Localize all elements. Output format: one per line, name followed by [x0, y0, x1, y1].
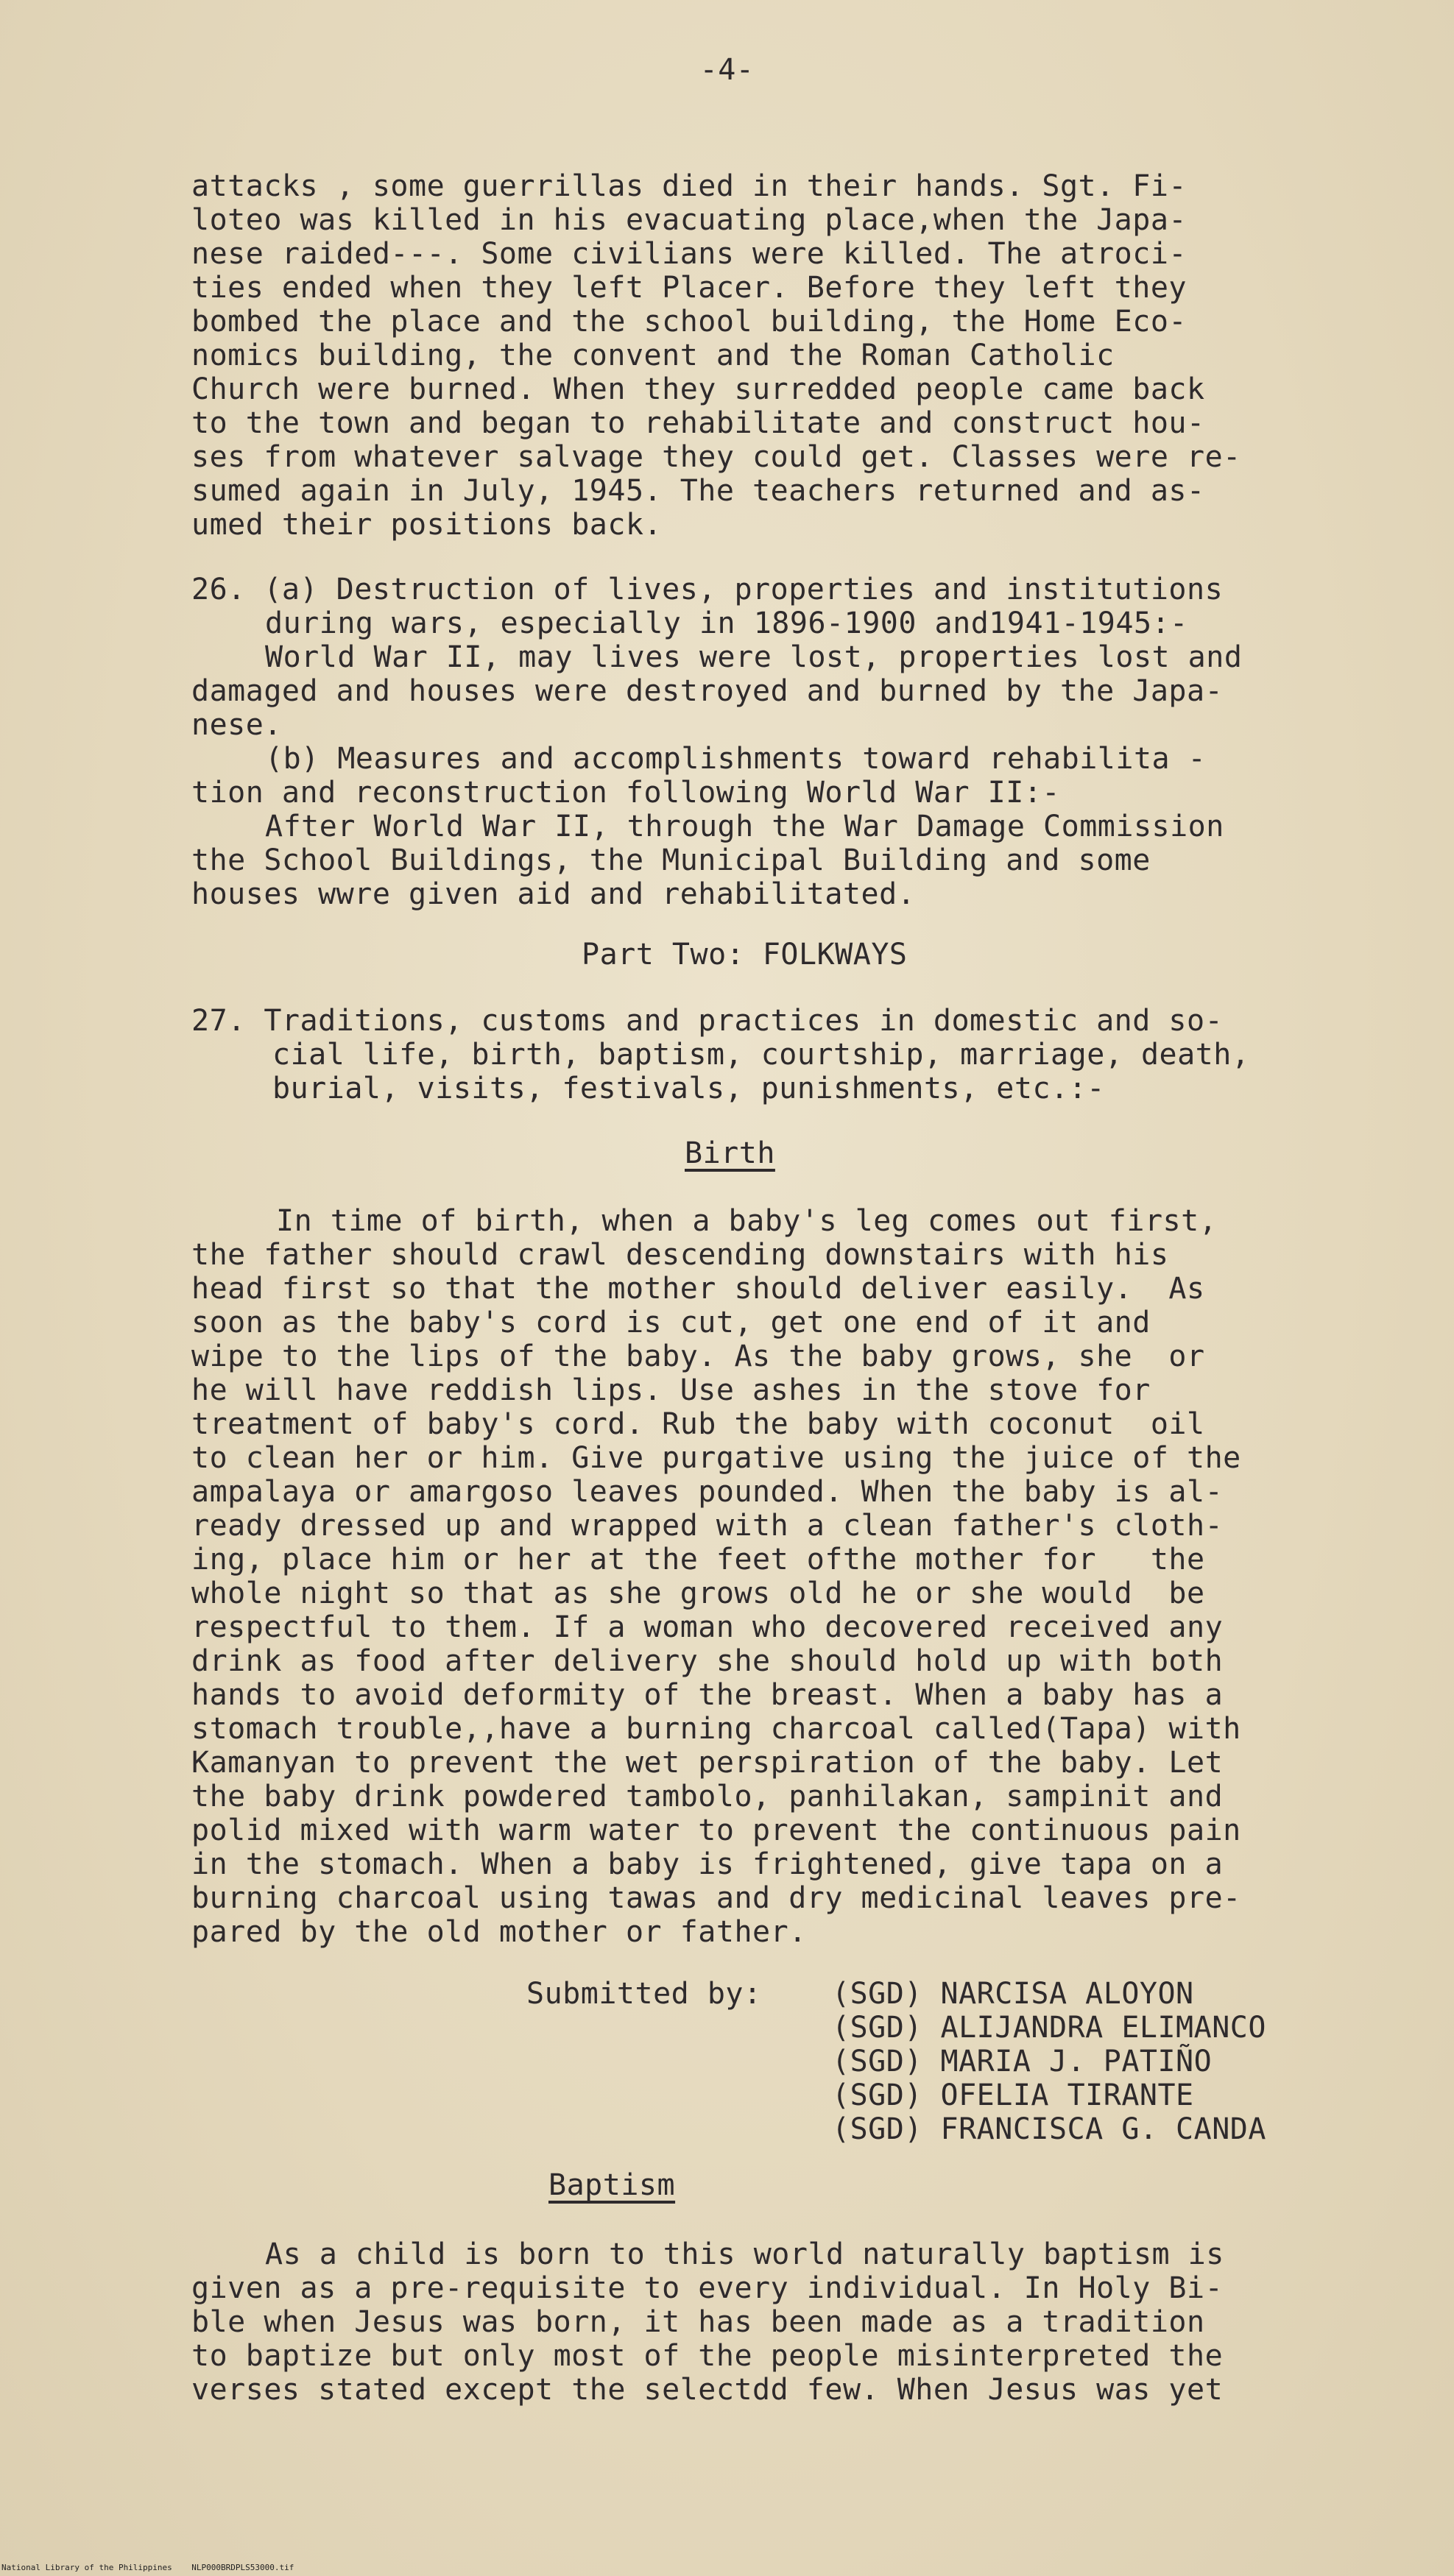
text-line: nomics building, the convent and the Roman Catholic [191, 339, 1115, 372]
text-line: In time of birth, when a baby's leg comes out first, [276, 1204, 1218, 1238]
text-line: ses from whatever salvage they could get. Classes were re- [191, 440, 1241, 474]
text-line: he will have reddish lips. Use ashes in the stove for [191, 1373, 1151, 1407]
section-heading-part-two: Part Two: FOLKWAYS [582, 938, 908, 972]
text-line: loteo was killed in his evacuating place,when the Japa- [191, 203, 1187, 237]
text-line: Kamanyan to prevent the wet perspiration of the baby. Let [191, 1746, 1224, 1780]
text-line: 26. (a) Destruction of lives, properties and institutions [191, 573, 1224, 606]
text-line: the father should crawl descending downstairs with his [191, 1238, 1169, 1272]
text-line: damaged and houses were destroyed and burned by the Japa- [191, 674, 1224, 708]
signatory: (SGD) OFELIA TIRANTE [832, 2078, 1194, 2112]
text-line: given as a pre-requisite to every individual. In Holy Bi- [191, 2271, 1224, 2305]
text-line: the School Buildings, the Municipal Building and some [191, 843, 1151, 877]
text-line: nese. [191, 708, 282, 742]
text-line: during wars, especially in 1896-1900 and1941-1945:- [265, 606, 1188, 640]
text-line: As a child is born to this world naturally baptism is [265, 2237, 1224, 2271]
text-line: verses stated except the selectdd few. When Jesus was yet [191, 2373, 1224, 2407]
text-line: hands to avoid deformity of the breast. When a baby has a [191, 1678, 1224, 1712]
text-line: tion and reconstruction following World War II:- [191, 776, 1060, 810]
text-line: polid mixed with warm water to prevent the continuous pain [191, 1814, 1241, 1847]
text-line: ble when Jesus was born, it has been made as a tradition [191, 2305, 1205, 2339]
text-line: in the stomach. When a baby is frightened, give tapa on a [191, 1847, 1224, 1881]
baptism-heading: Baptism [548, 2168, 676, 2202]
text-line: stomach trouble,,have a burning charcoal called(Tapa) with [191, 1712, 1241, 1746]
text-line: attacks , some guerrillas died in their hands. Sgt. Fi- [191, 169, 1187, 203]
text-line: pared by the old mother or father. [191, 1915, 807, 1949]
scan-footer: National Library of the Philippines NLP000BRDPLS53000.tif [1, 2563, 294, 2572]
signatory: (SGD) FRANCISCA G. CANDA [832, 2112, 1266, 2146]
text-line: ties ended when they left Placer. Before they left they [191, 271, 1187, 305]
text-line: bombed the place and the school building, the Home Eco- [191, 305, 1187, 339]
text-line: whole night so that as she grows old he or she would be [191, 1577, 1205, 1610]
text-line: to clean her or him. Give purgative using the juice of the [191, 1441, 1241, 1475]
text-line: cial life, birth, baptism, courtship, marriage, death, [272, 1038, 1250, 1072]
signatory: (SGD) NARCISA ALOYON [832, 1977, 1194, 2011]
text-line: burning charcoal using tawas and dry medicinal leaves pre- [191, 1881, 1241, 1915]
text-line: drink as food after delivery she should hold up with both [191, 1644, 1224, 1678]
text-line: burial, visits, festivals, punishments, etc.:- [272, 1072, 1105, 1105]
text-line: Church were burned. When they surredded people came back [191, 372, 1205, 406]
signatory: (SGD) MARIA J. PATIÑO [832, 2045, 1213, 2078]
text-line: the baby drink powdered tambolo, panhilakan, sampinit and [191, 1780, 1224, 1814]
text-line: sumed again in July, 1945. The teachers returned and as- [191, 474, 1205, 508]
text-line: After World War II, through the War Damage Commission [265, 810, 1224, 843]
text-line: nese raided---. Some civilians were killed. The atroci- [191, 237, 1187, 271]
signatory: (SGD) ALIJANDRA ELIMANCO [832, 2011, 1266, 2045]
submitted-by-label: Submitted by: [526, 1977, 762, 2011]
text-line: ready dressed up and wrapped with a clean father's cloth- [191, 1509, 1224, 1543]
page-number: -4- [699, 53, 755, 87]
text-line: World War II, may lives were lost, properties lost and [265, 640, 1243, 674]
text-line: to the town and began to rehabilitate and construct hou- [191, 406, 1205, 440]
text-line: 27. Traditions, customs and practices in domestic and so- [191, 1004, 1224, 1038]
text-line: to baptize but only most of the people misinterpreted the [191, 2339, 1224, 2373]
text-line: head first so that the mother should deliver easily. As [191, 1272, 1205, 1306]
text-line: (b) Measures and accomplishments toward rehabilita - [265, 742, 1207, 776]
text-line: ing, place him or her at the feet ofthe mother for the [191, 1543, 1205, 1577]
text-line: soon as the baby's cord is cut, get one end of it and [191, 1306, 1151, 1340]
text-line: treatment of baby's cord. Rub the baby with coconut oil [191, 1407, 1205, 1441]
text-line: wipe to the lips of the baby. As the baby grows, she or [191, 1340, 1205, 1373]
birth-heading: Birth [685, 1136, 775, 1170]
text-line: umed their positions back. [191, 508, 663, 542]
text-line: respectful to them. If a woman who decovered received any [191, 1610, 1224, 1644]
text-line: houses wwre given aid and rehabilitated. [191, 877, 916, 911]
text-line: ampalaya or amargoso leaves pounded. When the baby is al- [191, 1475, 1224, 1509]
